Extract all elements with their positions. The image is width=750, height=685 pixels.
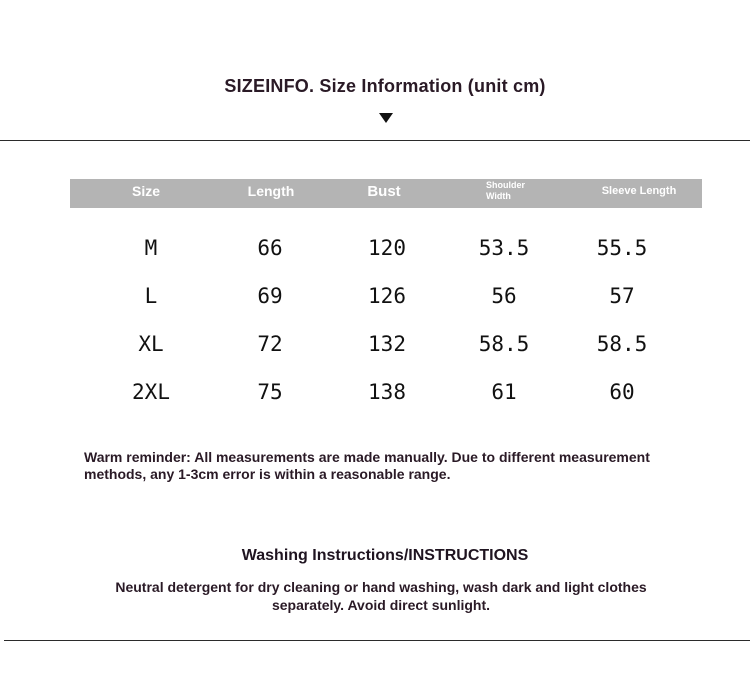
warm-reminder: Warm reminder: All measurements are made manually. Due to different measurement methods, any 1-3cm error is within a reasonable range. xyxy=(84,449,650,482)
cell-length: 75 xyxy=(257,380,283,404)
cell-sleeve: 55.5 xyxy=(596,236,648,260)
cell-size: M xyxy=(144,236,158,260)
cell-sleeve: 58.5 xyxy=(596,332,648,356)
cell-bust: 126 xyxy=(368,284,406,308)
page-title: SIZEINFO. Size Information (unit cm) xyxy=(224,76,546,96)
header-bust: Bust xyxy=(367,183,401,200)
table-header xyxy=(70,179,702,208)
washing-title: Washing Instructions/INSTRUCTIONS xyxy=(241,547,529,564)
table-row xyxy=(0,380,750,410)
header-length: Length xyxy=(247,183,295,199)
divider-top xyxy=(0,140,750,141)
header-shoulder-line1: Shoulder xyxy=(486,180,526,190)
washing-text: Neutral detergent for dry cleaning or hand washing, wash dark and light clothes separately. Avoid direct sunlight. xyxy=(115,579,647,613)
header-size: Size xyxy=(131,183,161,199)
cell-shoulder: 58.5 xyxy=(478,332,530,356)
cell-size: XL xyxy=(138,332,164,356)
cell-bust: 120 xyxy=(368,236,406,260)
cell-shoulder: 56 xyxy=(491,284,517,308)
cell-sleeve: 57 xyxy=(609,284,635,308)
header-sleeve-length: Sleeve Length xyxy=(601,185,677,197)
cell-bust: 132 xyxy=(368,332,406,356)
cell-bust: 138 xyxy=(368,380,406,404)
cell-length: 66 xyxy=(257,236,283,260)
cell-shoulder: 53.5 xyxy=(478,236,530,260)
cell-size: L xyxy=(144,284,158,308)
table-row xyxy=(0,236,750,266)
table-row xyxy=(0,284,750,314)
down-arrow-icon xyxy=(379,113,393,123)
cell-shoulder: 61 xyxy=(491,380,517,404)
header-shoulder-width xyxy=(486,180,546,202)
cell-size: 2XL xyxy=(132,380,170,404)
cell-length: 72 xyxy=(257,332,283,356)
cell-sleeve: 60 xyxy=(609,380,635,404)
header-shoulder-line2: Width xyxy=(486,191,511,201)
cell-length: 69 xyxy=(257,284,283,308)
table-row xyxy=(0,332,750,362)
divider-bottom xyxy=(4,640,750,641)
